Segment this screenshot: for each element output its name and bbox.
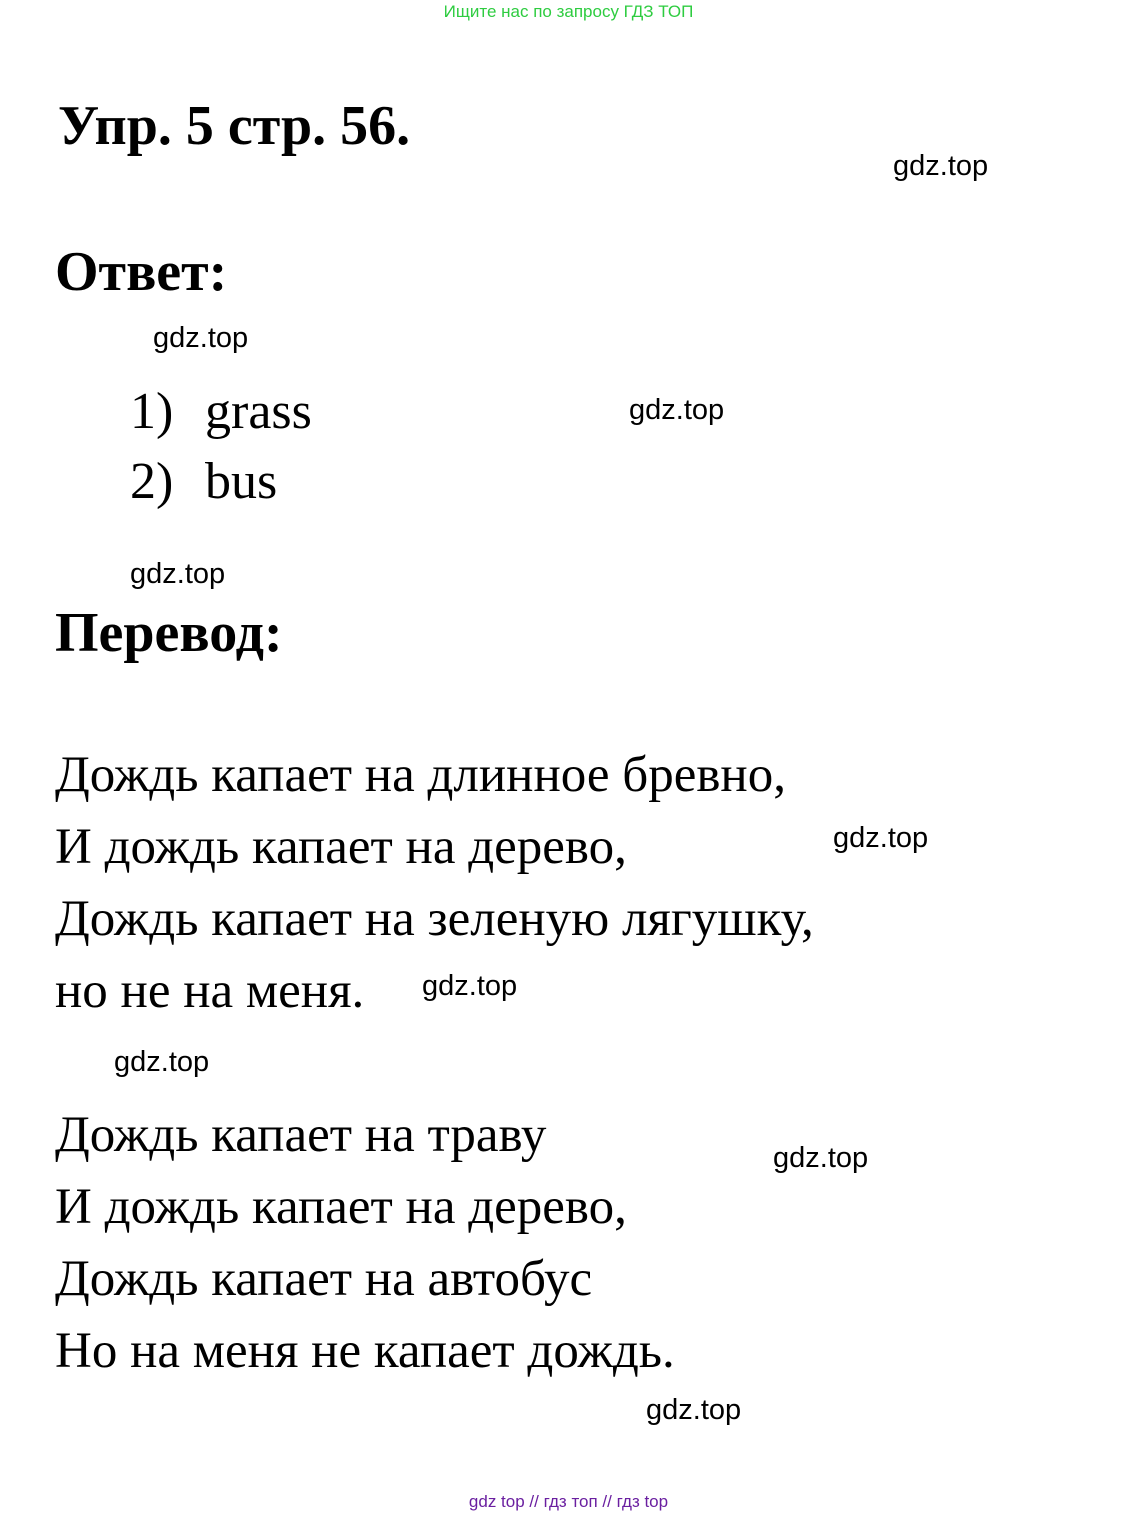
watermark: gdz.top: [773, 1142, 869, 1174]
poem-line: Дождь капает на траву: [55, 1107, 547, 1163]
watermark: gdz.top: [629, 394, 725, 426]
watermark: gdz.top: [114, 1046, 210, 1078]
watermark: gdz.top: [646, 1394, 742, 1426]
poem-line: но не на меня.: [55, 963, 365, 1019]
exercise-title: Упр. 5 стр. 56.: [58, 95, 411, 157]
footer-links[interactable]: gdz top // гдз топ // гдз top: [468, 1492, 669, 1511]
poem-line: Дождь капает на зеленую лягушку,: [55, 891, 814, 947]
answer-word: bus: [205, 453, 278, 510]
answer-heading: Ответ:: [55, 241, 228, 303]
top-banner: Ищите нас по запросу ГДЗ ТОП: [443, 2, 694, 21]
watermark: gdz.top: [833, 822, 929, 854]
watermark: gdz.top: [893, 150, 989, 182]
watermark: gdz.top: [130, 558, 226, 590]
poem-line: Дождь капает на автобус: [55, 1251, 593, 1307]
poem-line: Дождь капает на длинное бревно,: [55, 747, 786, 803]
watermark: gdz.top: [422, 970, 518, 1002]
answer-number: 1): [130, 383, 174, 440]
poem-line: Но на меня не капает дождь.: [55, 1323, 675, 1379]
watermark: gdz.top: [153, 322, 249, 354]
poem-line: И дождь капает на дерево,: [55, 819, 627, 875]
answer-word: grass: [205, 383, 312, 440]
answer-number: 2): [130, 453, 174, 510]
poem-line: И дождь капает на дерево,: [55, 1179, 627, 1235]
translation-heading: Перевод:: [55, 602, 283, 664]
